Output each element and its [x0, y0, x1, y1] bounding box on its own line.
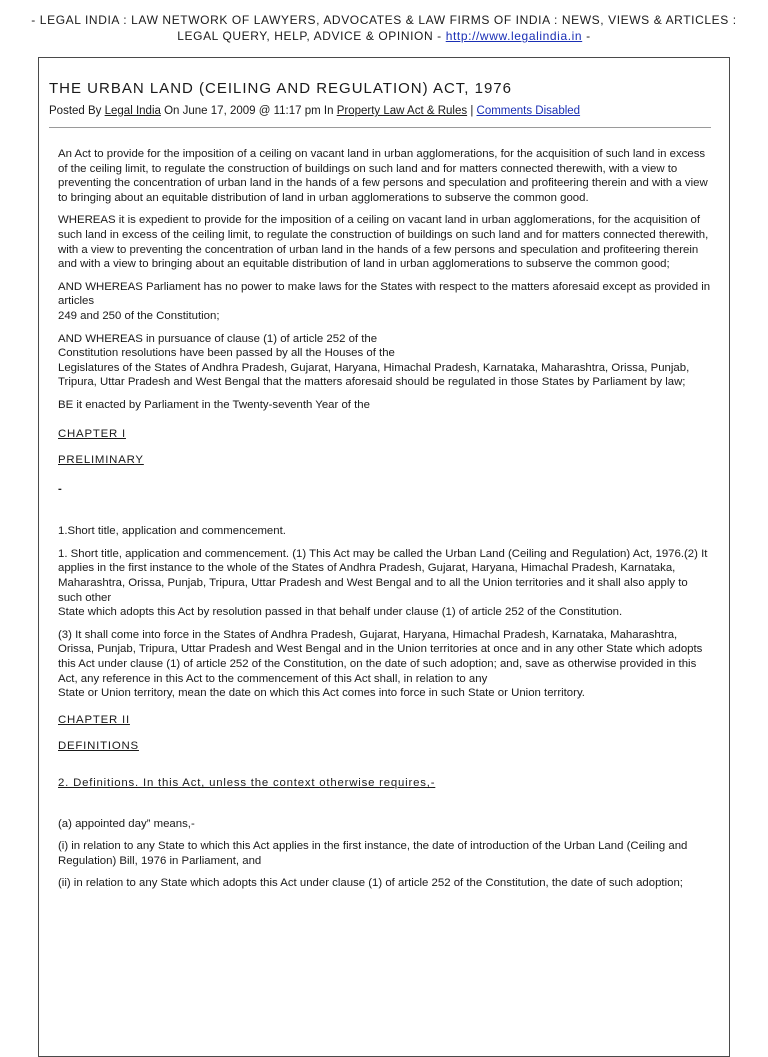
post-date: On June 17, 2009 @ 11:17 pm In [164, 105, 334, 117]
and-whereas-1-text: AND WHEREAS Parliament has no power to make laws for the States with respect to the matters aforesaid except as provided in articles [58, 280, 711, 308]
section-1-p2-text: (3) It shall come into force in the States of Andhra Pradesh, Gujarat, Haryana, Himachal Pradesh, Karnataka, Maharashtra, Orissa, Punjab, Tripura, Uttar Pradesh and West Bengal and in the Union territories at once and in any other State which adopts this Act under clause (1) of article 252 of the Constitution, on the date of such adoption; and, save as otherwise provided in this Act, any reference in this Act to the commencement of this Act shall, in relation to any [58, 628, 703, 685]
meta-separator: | [470, 105, 474, 117]
preliminary-heading: PRELIMINARY [58, 454, 144, 467]
title-divider [49, 127, 711, 128]
posted-by-label: Posted By [49, 105, 102, 117]
comments-link[interactable]: Comments Disabled [476, 105, 581, 117]
section-1-heading: 1.Short title, application and commencement. [58, 525, 286, 538]
author-link[interactable]: Legal India [104, 105, 161, 117]
whereas-paragraph: WHEREAS it is expedient to provide for the imposition of a ceiling on vacant land in urban agglomerations, for the acquisition of such land in excess of the ceiling limit, to regulate the construction of buildings on such land and for matters connected therewith, with a view to preventing the concentration of urban land in the hands of a few persons and speculation and profiteering therein and with a view to bringing about an equitable distribution of land in urban agglomerations to subserve the common good; [58, 214, 709, 271]
spacer [58, 799, 713, 817]
chapter-2-heading: CHAPTER II [58, 713, 130, 726]
definition-a-ii: (ii) in relation to any State which adopts this Act under clause (1) of article 252 of the Constitution, the date of such adoption; [58, 877, 683, 890]
site-header-tagline: LEGAL QUERY, HELP, ADVICE & OPINION - [177, 29, 442, 43]
definition-a: (a) appointed day” means,- [58, 817, 195, 830]
section-1-paragraph-1 [58, 547, 713, 620]
and-whereas-paragraph-2 [58, 332, 713, 390]
site-header [0, 12, 768, 44]
site-link[interactable]: http://www.legalindia.in [445, 29, 583, 43]
definition-a-i: (i) in relation to any State to which this Act applies in the first instance, the date of introduction of the Urban Land (Ceiling and Regulation) Bill, 1976 in Parliament, and [58, 840, 688, 867]
section-1-p2-tail: State or Union territory, mean the date on which this Act comes into force in such State or Union territory. [58, 687, 585, 700]
enactment-paragraph: BE it enacted by Parliament in the Twenty-seventh Year of the [58, 398, 370, 411]
article-body [58, 147, 713, 899]
section-2-heading: 2. Definitions. In this Act, unless the context otherwise requires,- [58, 777, 436, 789]
and-whereas-1-tail: 249 and 250 of the Constitution; [58, 309, 220, 322]
and-whereas-paragraph-1 [58, 280, 713, 324]
dash-marker: - [58, 482, 62, 495]
category-link[interactable]: Property Law Act & Rules [336, 105, 468, 117]
preamble-paragraph: An Act to provide for the imposition of a ceiling on vacant land in urban agglomerations, for the acquisition of such land in excess of the ceiling limit, to regulate the construction of buildings on such land and for matters connected therewith, with a view to preventing the concentration of urban land in the hands of a few persons and speculation and profiteering therein and with a view to bringing about an equitable distribution of land in urban agglomerations to subserve the common good. [58, 148, 708, 204]
section-1-paragraph-2 [58, 628, 713, 701]
section-1-p1-text: 1. Short title, application and commencement. (1) This Act may be called the Urban Land (Ceiling and Regulation) Act, 1976.(2) It applies in the first instance to the whole of the States of Andhra Pradesh, Gujarat, Haryana, Himachal Pradesh, Karnataka, Maharashtra, Orissa, Punjab, Tripura, Uttar Pradesh and West Bengal and to all the Union territories and it shall also apply to such other [58, 547, 708, 604]
site-header-line1: - LEGAL INDIA : LAW NETWORK OF LAWYERS, ADVOCATES & LAW FIRMS OF INDIA : NEWS, VIEWS & ARTICLES : [31, 13, 737, 27]
and-whereas-2-line3: Legislatures of the States of Andhra Pradesh, Gujarat, Haryana, Himachal Pradesh, Karnataka, Maharashtra, Orissa, Punjab, Tripura, Uttar Pradesh and West Bengal that the matters aforesaid should be regulated in those States by Parliament by law; [58, 361, 690, 389]
article-title: THE URBAN LAND (CEILING AND REGULATION) ACT, 1976 [49, 80, 512, 97]
section-1-p1-tail: State which adopts this Act by resolution passed in that behalf under clause (1) of article 252 of the Constitution. [58, 606, 623, 619]
and-whereas-2-line2: Constitution resolutions have been passed by all the Houses of the [58, 347, 395, 360]
site-header-line2 [0, 28, 768, 44]
and-whereas-2-line1: AND WHEREAS in pursuance of clause (1) of article 252 of the [58, 332, 378, 345]
chapter-1-heading: CHAPTER I [58, 427, 126, 440]
article-meta [49, 105, 580, 117]
definitions-heading: DEFINITIONS [58, 740, 139, 753]
site-header-suffix: - [586, 29, 591, 43]
